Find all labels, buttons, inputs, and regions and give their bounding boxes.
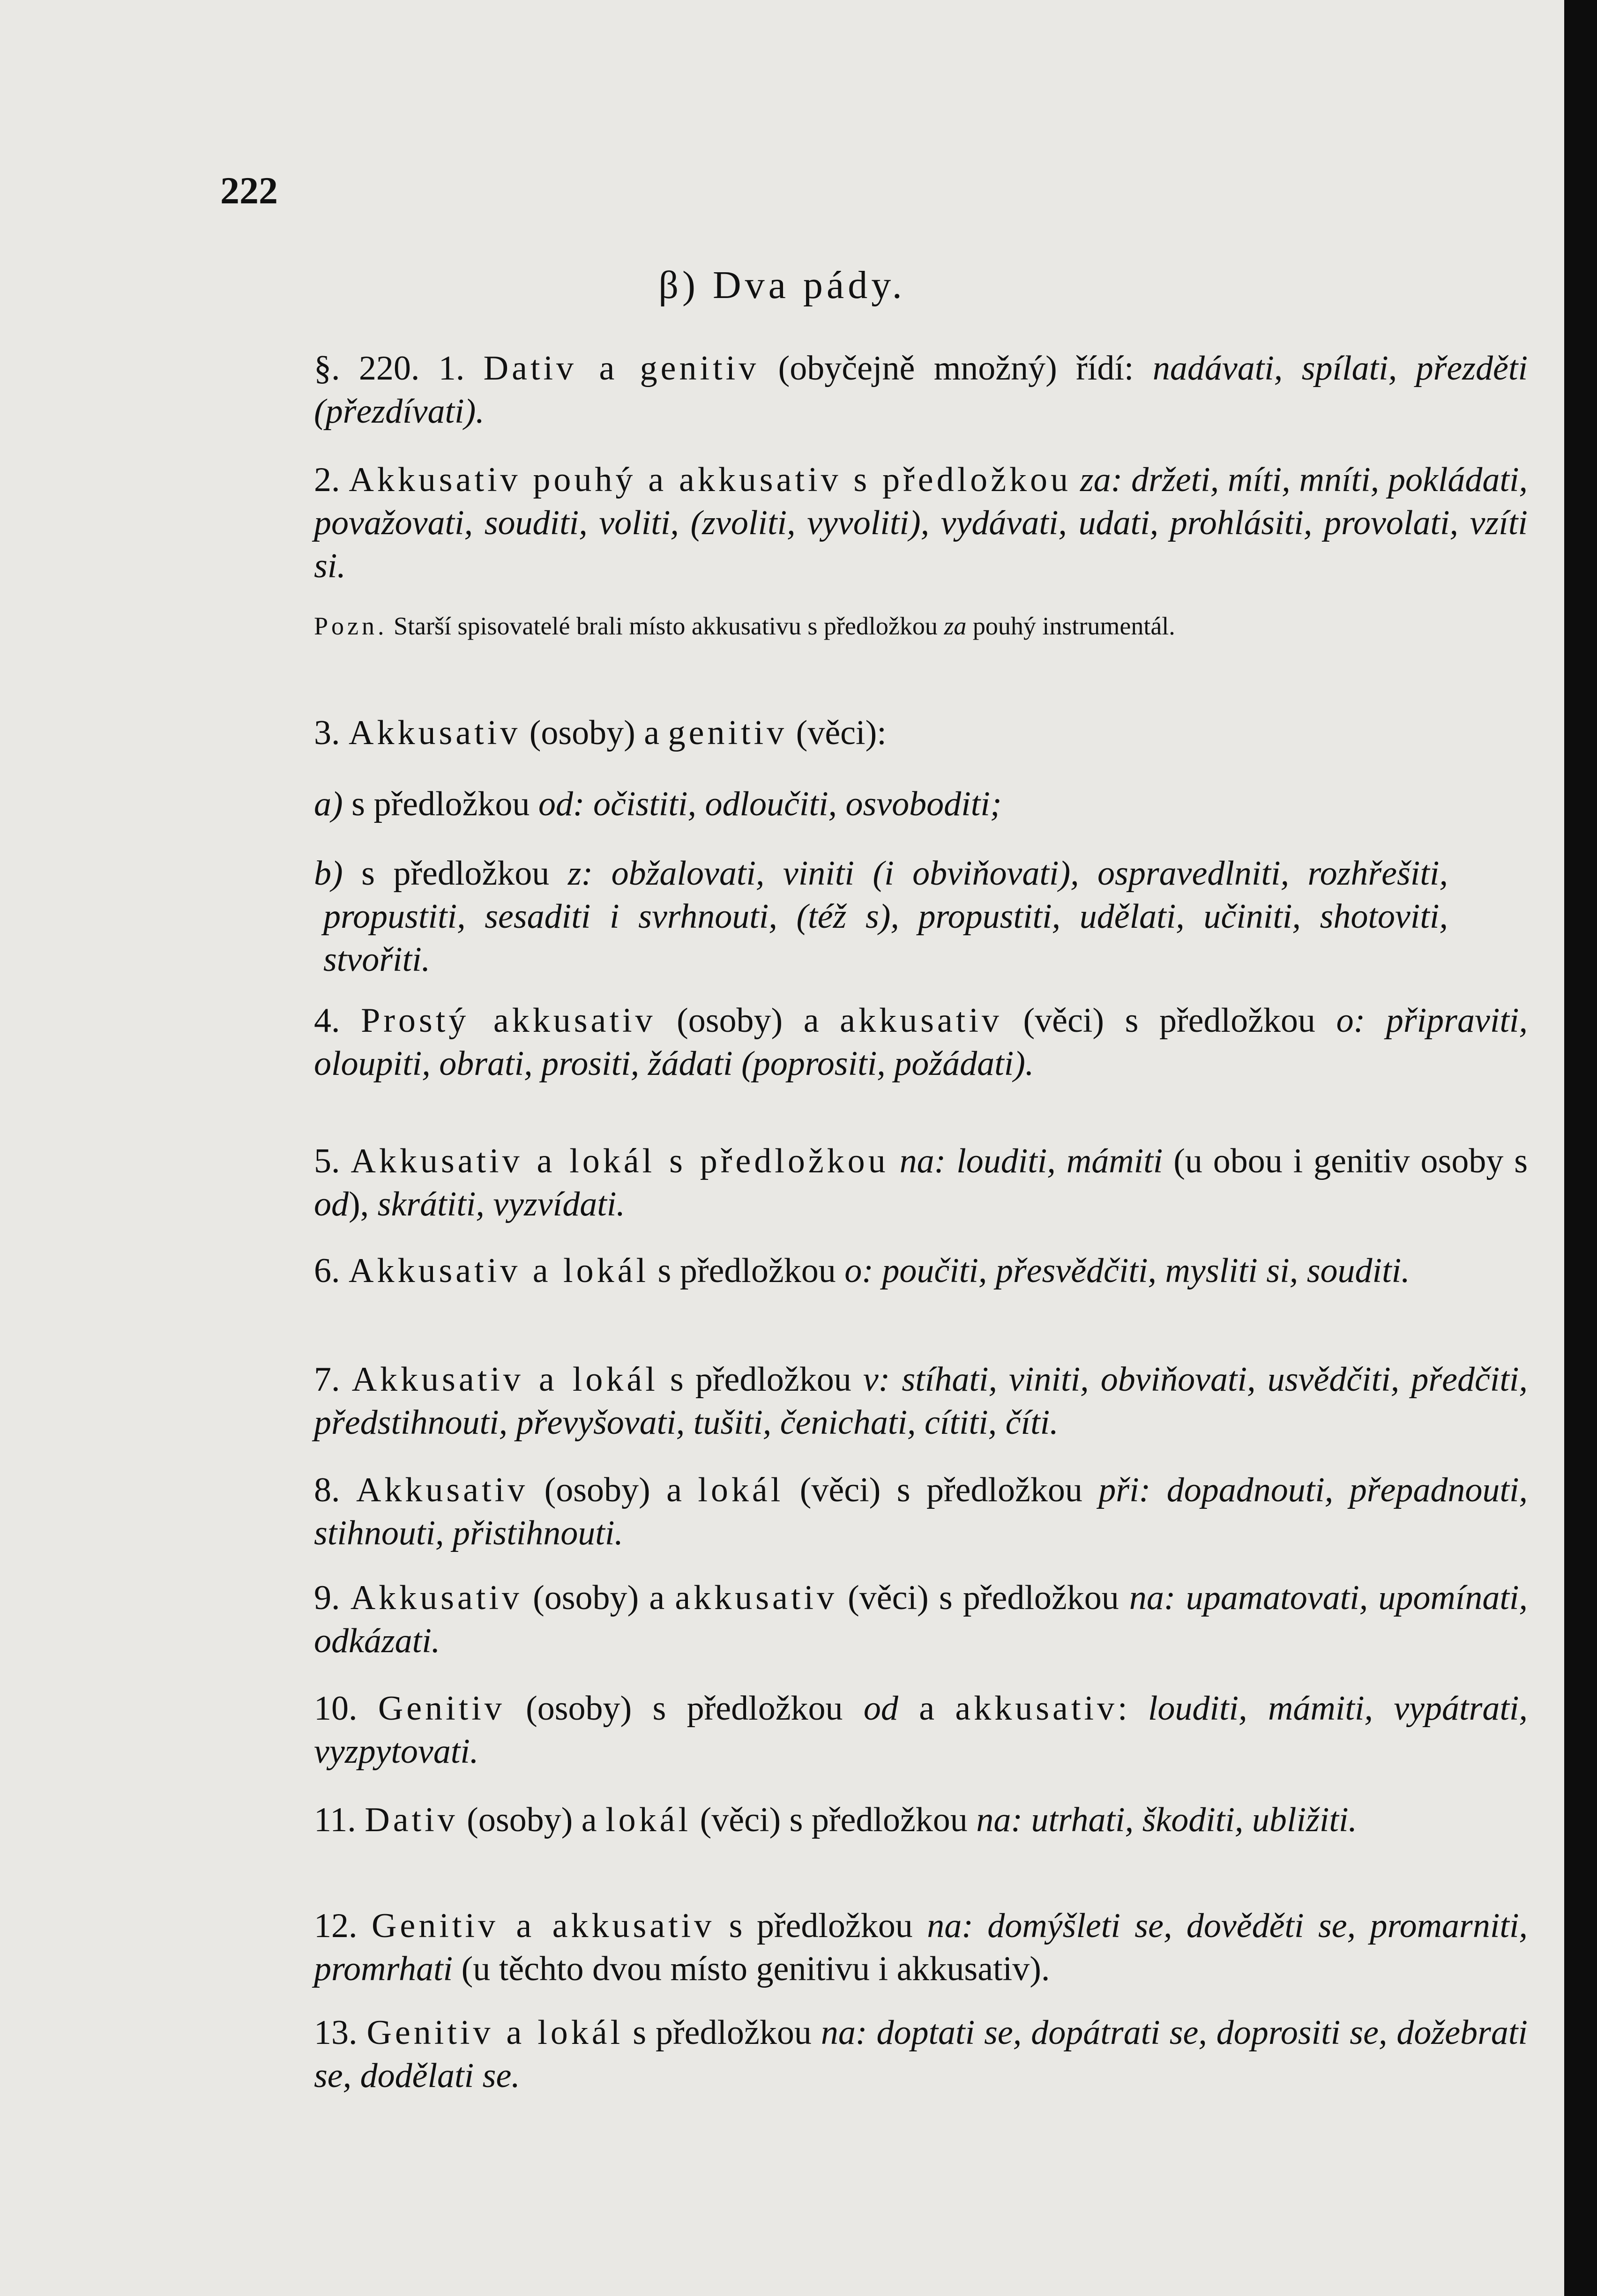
paragraph-12	[234, 1904, 1528, 1990]
para-text: (osoby) a	[528, 1471, 698, 1509]
para-spaced-term-2: genitiv	[668, 714, 788, 752]
para-lead: 11.	[314, 1801, 365, 1839]
para-lead: 4.	[314, 1001, 361, 1040]
para-text: s předložkou	[715, 1907, 927, 1945]
para-spaced-term-2: lokál	[698, 1471, 784, 1509]
para-spaced-term-2: akkusativ	[955, 1689, 1118, 1728]
para-lead: 13.	[314, 2013, 367, 2052]
para-spaced-term: Dativ a genitiv	[483, 349, 760, 388]
para-verbs: na: doptati se, dopátrati se, doprositi se, dožebrati se, dodělati se.	[314, 2013, 1528, 2095]
para-text: s předložkou	[623, 2013, 821, 2052]
para-tail-2: :	[1117, 1689, 1148, 1728]
para-verbs: v: stíhati, viniti, obviňovati, usvědčiti, předčiti, předstihnouti, převyšovati, tušiti, čenichati, cítiti, číti.	[314, 1360, 1528, 1442]
para-tail: (věci):	[787, 714, 887, 752]
para-text: (osoby) a	[521, 714, 668, 752]
para-tail: (věci) s předložkou	[691, 1801, 977, 1839]
para-lead: 9.	[314, 1579, 351, 1617]
paragraph-7	[234, 1358, 1528, 1444]
para-tail: (věci) s předložkou	[1002, 1001, 1336, 1040]
para-lead: §. 220. 1.	[314, 349, 484, 388]
para-spaced-term: Akkusativ a lokál s předložkou	[351, 1142, 889, 1180]
para-text: s předložkou	[351, 785, 538, 823]
para-text	[889, 1142, 900, 1180]
para-verbs: o: poučiti, přesvědčiti, mysliti si, souditi.	[844, 1252, 1410, 1290]
para-verbs: na: louditi, mámiti	[899, 1142, 1163, 1180]
paragraph-4	[234, 999, 1528, 1085]
para-text: s předložkou	[649, 1252, 845, 1290]
paragraph-8	[234, 1469, 1528, 1555]
paragraph-3	[234, 711, 1528, 754]
paragraph-9	[234, 1576, 1528, 1662]
para-italic-2: od	[314, 1185, 349, 1223]
para-verbs: na: domýšleti se, dověděti se, promarniti, promrhati	[314, 1907, 1528, 1988]
para-verbs: za: držeti, míti, mníti, pokládati, považovati, souditi, voliti, (zvoliti, vyvoliti), vydávati, udati, prohlásiti, provolati, vzíti si.	[314, 461, 1528, 585]
para-verbs: nadávati, spílati, přezděti (přezdívati).	[314, 349, 1528, 431]
para-spaced-term: Akkusativ	[349, 714, 521, 752]
para-text: (osoby) a	[656, 1001, 840, 1040]
paragraph-3b	[234, 852, 1448, 981]
para-verbs: na: utrhati, škoditi, ubližiti.	[976, 1801, 1358, 1839]
para-lead: a)	[314, 785, 352, 823]
para-lead: 10.	[314, 1689, 378, 1728]
para-spaced-term-2: lokál	[605, 1801, 692, 1839]
para-tail: (věci) s předložkou	[837, 1579, 1129, 1617]
section-title: β) Dva pády.	[658, 263, 906, 307]
para-verbs: louditi, mámiti, vypátrati, vyzpytovati.	[314, 1689, 1528, 1771]
para-spaced-term-2: akkusativ	[840, 1001, 1002, 1040]
para-verbs: o: připraviti, oloupiti, obrati, prositi, žádati (poprositi, požádati).	[314, 1001, 1528, 1083]
para-verbs: z: obžalovati, viniti (i obviňovati), ospravedlniti, rozhřešiti, propustiti, sesaditi i svrhnouti, (též s), propustiti, udělati, učiniti, shotoviti, stvořiti.	[323, 854, 1448, 979]
para-spaced-term: Akkusativ	[350, 1579, 522, 1617]
page-number: 222	[220, 169, 278, 212]
paragraph-3a	[234, 783, 1528, 826]
paragraph-2	[234, 458, 1528, 588]
para-text: (osoby) a	[458, 1801, 606, 1839]
paragraph-6	[234, 1249, 1528, 1292]
para-lead: 6.	[314, 1252, 349, 1290]
para-verbs: na: upamatovati, upomínati, odkázati.	[314, 1579, 1528, 1660]
para-lead: b)	[314, 854, 362, 893]
paragraph-11	[234, 1798, 1528, 1841]
para-lead: 7.	[314, 1360, 352, 1399]
para-text: s předložkou	[658, 1360, 863, 1399]
para-lead: 12.	[314, 1907, 372, 1945]
para-tail-2: ),	[349, 1185, 378, 1223]
para-spaced-term: Dativ	[365, 1801, 458, 1839]
para-spaced-term: Akkusativ a lokál	[349, 1252, 649, 1290]
note-text: Starší spisovatelé brali místo akkusativu s předložkou	[387, 612, 944, 640]
para-spaced-term: Akkusativ pouhý a akkusativ s předložkou	[349, 461, 1071, 499]
para-tail: a	[898, 1689, 955, 1728]
paragraph-13	[234, 2011, 1528, 2097]
paragraph-220-1	[234, 347, 1528, 433]
para-text: s předložkou	[361, 854, 568, 893]
para-lead: 8.	[314, 1471, 356, 1509]
para-spaced-term: Genitiv a lokál	[366, 2013, 624, 2052]
note-italic: za	[944, 612, 967, 640]
para-lead: 5.	[314, 1142, 351, 1180]
para-text: (osoby) a	[522, 1579, 675, 1617]
para-text: (osoby) s předložkou	[505, 1689, 864, 1728]
para-lead: 3.	[314, 714, 349, 752]
para-verbs: při: dopadnouti, přepadnouti, stihnouti, přistihnouti.	[314, 1471, 1528, 1552]
para-spaced-term: Genitiv a akkusativ	[371, 1907, 715, 1945]
para-tail: (věci) s předložkou	[784, 1471, 1099, 1509]
para-text	[1071, 461, 1080, 499]
para-tail: (u těchto dvou místo genitivu i akkusativ).	[453, 1950, 1050, 1988]
para-spaced-term: Akkusativ	[356, 1471, 529, 1509]
note-tail: pouhý instrumentál.	[966, 612, 1175, 640]
paragraph-10	[234, 1687, 1528, 1773]
para-spaced-term: Genitiv	[378, 1689, 505, 1728]
note-lead: Pozn.	[314, 612, 388, 640]
para-spaced-term-2: akkusativ	[675, 1579, 837, 1617]
para-verbs: od: očistiti, odloučiti, osvoboditi;	[538, 785, 1002, 823]
para-tail: (u obou i genitiv osoby s	[1163, 1142, 1528, 1180]
para-lead: 2.	[314, 461, 349, 499]
para-spaced-term: Prostý akkusativ	[361, 1001, 656, 1040]
para-spaced-term: Akkusativ a lokál	[351, 1360, 658, 1399]
para-italic-3: skrátiti, vyzvídati.	[377, 1185, 625, 1223]
paragraph-5	[234, 1140, 1528, 1226]
note	[234, 609, 1528, 643]
para-text: (obyčejně množný) řídí:	[759, 349, 1153, 388]
para-italic: od	[863, 1689, 898, 1728]
